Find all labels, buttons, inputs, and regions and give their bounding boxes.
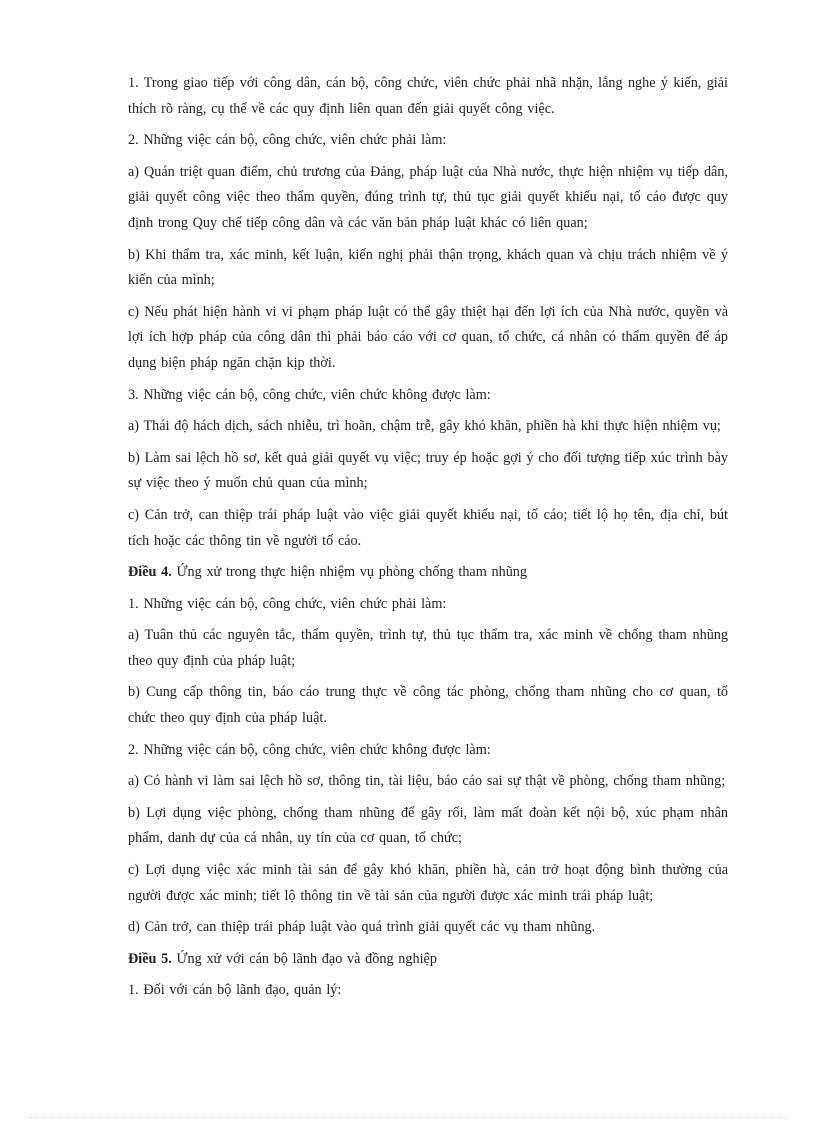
paragraph-5: c) Nếu phát hiện hành vi vi phạm pháp luật có thể gây thiệt hại đến lợi ích của Nhà nước, quyền và lợi ích hợp pháp của công dân thì phải báo cáo với cơ quan, tổ chức, cá nhân có thẩm quyền để áp dụng biện pháp ngăn chặn kịp thời. (128, 303, 728, 371)
paragraph-12: a) Tuân thủ các nguyên tắc, thẩm quyền, trình tự, thủ tục thẩm tra, xác minh về chống tham nhũng theo quy định của pháp luật; (128, 627, 728, 669)
paragraph-7: a) Thái độ hách dịch, sách nhiễu, trì hoãn, chậm trễ, gây khó khăn, phiền hà khi thực hiện nhiệm vụ; (128, 418, 721, 435)
paragraph-2: 2. Những việc cán bộ, công chức, viên chức phải làm: (128, 132, 447, 149)
article-5-label: Điều 5. (128, 950, 172, 967)
document-body (128, 71, 728, 1010)
paragraph-13: b) Cung cấp thông tin, báo cáo trung thực về công tác phòng, chống tham nhũng cho cơ quan, tổ chức theo quy định của pháp luật. (128, 684, 728, 727)
paragraph-8: b) Làm sai lệch hồ sơ, kết quả giải quyết vụ việc; truy ép hoặc gợi ý cho đối tượng tiếp xúc trình bày sự việc theo ý muốn chủ quan của mình; (128, 449, 728, 492)
paragraph-9: c) Cản trở, can thiệp trái pháp luật vào việc giải quyết khiếu nại, tố cáo; tiết lộ họ tên, địa chỉ, bút tích hoặc các thông tin về người tố cáo. (128, 506, 728, 549)
paragraph-20: 1. Đối với cán bộ lãnh đạo, quản lý: (128, 982, 342, 999)
paragraph-4: b) Khi thẩm tra, xác minh, kết luận, kiến nghị phải thận trọng, khách quan và chịu trách nhiệm về ý kiến của mình; (128, 246, 728, 289)
paragraph-11: 1. Những việc cán bộ, công chức, viên chức phải làm: (128, 595, 447, 612)
paragraph-6: 3. Những việc cán bộ, công chức, viên chức không được làm: (128, 386, 491, 403)
article-4-label: Điều 4. (128, 564, 172, 581)
paragraph-14: 2. Những việc cán bộ, công chức, viên chức không được làm: (128, 741, 491, 758)
article-5-heading (128, 947, 728, 973)
paragraph-1: 1. Trong giao tiếp với công dân, cán bộ, công chức, viên chức phải nhã nhặn, lắng nghe ý kiến, giải thích rõ ràng, cụ thể về các quy định liên quan đến giải quyết công việc. (128, 75, 728, 117)
paragraph-17: c) Lợi dụng việc xác minh tài sản để gây khó khăn, phiền hà, cản trở hoạt động bình thường của người được xác minh; tiết lộ thông tin về tài sản của người được xác minh trái pháp luật; (128, 862, 728, 904)
paragraph-15: a) Có hành vi làm sai lệch hồ sơ, thông tin, tài liệu, báo cáo sai sự thật về phòng, chống tham nhũng; (128, 773, 726, 790)
paragraph-18: d) Cản trở, can thiệp trái pháp luật vào quá trình giải quyết các vụ tham nhũng. (128, 919, 596, 936)
page-bottom-divider (28, 1117, 788, 1118)
article-5-title: Ứng xử với cán bộ lãnh đạo và đồng nghiệp (171, 950, 437, 967)
paragraph-3: a) Quán triệt quan điểm, chủ trương của Đảng, pháp luật của Nhà nước, thực hiện nhiệm vụ tiếp dân, giải quyết công việc theo thẩm quyền, đúng trình tự, thủ tục giải quyết khiếu nại, tố cáo được quy định trong Quy chế tiếp công dân và các văn bản pháp luật khác có liên quan; (128, 163, 728, 231)
article-4-heading (128, 560, 728, 586)
article-4-title: Ứng xử trong thực hiện nhiệm vụ phòng chống tham nhũng (171, 564, 527, 581)
paragraph-16: b) Lợi dụng việc phòng, chống tham nhũng để gây rối, làm mất đoàn kết nội bộ, xúc phạm nhân phẩm, danh dự của cá nhân, uy tín của cơ quan, tổ chức; (128, 804, 728, 847)
